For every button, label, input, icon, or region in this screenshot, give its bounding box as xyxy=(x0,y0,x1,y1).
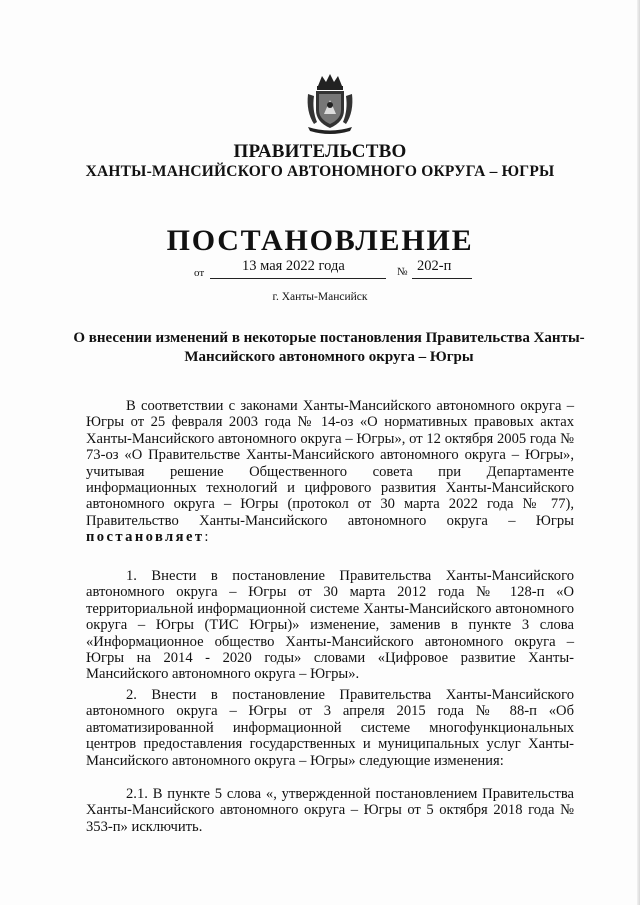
date-number-row xyxy=(190,258,480,288)
document-title: О внесении изменений в некоторые постановления Правительства Ханты-Мансийского автономного округа – Югры xyxy=(73,330,585,365)
preamble-paragraph xyxy=(86,398,574,546)
decree-colon: : xyxy=(204,529,209,546)
item-2-paragraph: 2. Внести в постановление Правительства Ханты-Мансийского автономного округа – Югры от 3 апреля 2015 года № 88-п «Об автоматизированной информационной системе многофункциональных центров предоставления государственных и муниципальных услуг Ханты-Мансийского автономного округа – Югры» следующие изменения: xyxy=(86,687,574,769)
from-label: от xyxy=(194,267,205,279)
coat-of-arms-emblem xyxy=(304,72,356,134)
document-type: ПОСТАНОВЛЕНИЕ xyxy=(166,224,474,257)
item-2-1-paragraph: 2.1. В пункте 5 слова «, утвержденной постановлением Правительства Ханты-Мансийского автономного округа – Югры от 5 октября 2018 года № 353-п» исключить. xyxy=(86,786,574,835)
date-underline xyxy=(210,278,386,279)
number-label: № xyxy=(397,266,408,278)
decree-word: постановляет xyxy=(86,529,205,546)
item-1-paragraph: 1. Внести в постановление Правительства Ханты-Мансийского автономного округа – Югры от 30 марта 2012 года № 128-п «О территориальной информационной системе Ханты-Мансийского автономного округа – Югры (ТИС Югры)» изменение, заменив в пункте 3 слова «Информационное общество Ханты-Мансийского автономного округа – Югры на 2014 - 2020 годы» словами «Цифровое развитие Ханты-Мансийского автономного округа – Югры». xyxy=(86,568,574,683)
government-title: ПРАВИТЕЛЬСТВО xyxy=(233,141,407,162)
document-number: 202-п xyxy=(417,258,452,274)
number-underline xyxy=(412,278,472,279)
preamble-text: В соответствии с законами Ханты-Мансийского автономного округа – Югры от 25 февраля 2003 года № 14-оз «О нормативных правовых актах Ханты-Мансийского автономного округа – Югры», от 12 октября 2005 года № 73-оз «О Правительстве Ханты-Мансийского автономного округа – Югры», учитывая решение Общественного совета при Департаменте информационных технологий и цифрового развития Ханты-Мансийского автономного округа – Югры (протокол от 30 марта 2022 года № 77), Правительство Ханты-Мансийского автономного округа – Югры xyxy=(86,398,574,529)
city: г. Ханты-Мансийск xyxy=(272,291,368,303)
region-title: ХАНТЫ-МАНСИЙСКОГО АВТОНОМНОГО ОКРУГА – ЮГРЫ xyxy=(85,163,555,180)
document-date: 13 мая 2022 года xyxy=(242,258,345,274)
